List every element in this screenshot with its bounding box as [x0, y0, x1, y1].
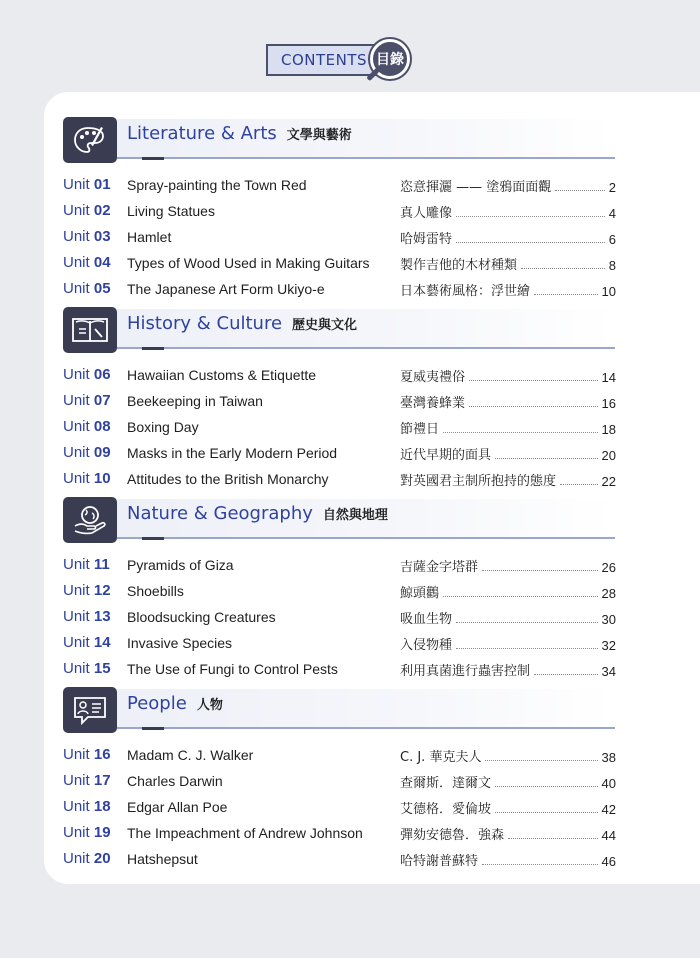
- toc-row[interactable]: [0, 363, 700, 389]
- toc-row[interactable]: [0, 415, 700, 441]
- dot-leader: [495, 457, 598, 459]
- toc-row[interactable]: [0, 769, 700, 795]
- unit-title-en: Bloodsucking Creatures: [127, 609, 276, 625]
- toc-row[interactable]: [0, 821, 700, 847]
- unit-title-en: Edgar Allan Poe: [127, 799, 228, 815]
- dot-leader: [482, 569, 598, 571]
- unit-label: Unit 09: [63, 444, 111, 461]
- header-rule: [117, 157, 615, 159]
- unit-label: Unit 07: [63, 392, 111, 409]
- unit-title-en: Invasive Species: [127, 635, 233, 651]
- dot-leader: [534, 673, 598, 675]
- dot-leader: [555, 189, 605, 191]
- toc-row[interactable]: [0, 441, 700, 467]
- palette-icon: [63, 117, 117, 163]
- toc-row[interactable]: [0, 795, 700, 821]
- unit-list: [0, 743, 700, 873]
- unit-title-en: The Impeachment of Andrew Johnson: [127, 825, 363, 841]
- page-number: 20: [601, 448, 616, 463]
- toc-row[interactable]: [0, 579, 700, 605]
- unit-title-en: Hamlet: [127, 229, 172, 245]
- page-number: 40: [601, 776, 616, 791]
- toc-row[interactable]: [0, 743, 700, 769]
- page-number: 30: [601, 612, 616, 627]
- page-number: 32: [601, 638, 616, 653]
- page-number: 16: [601, 396, 616, 411]
- dot-leader: [456, 647, 598, 649]
- unit-title-zh: 節禮日: [400, 422, 440, 437]
- toc-row[interactable]: [0, 277, 700, 303]
- unit-label: Unit 14: [63, 634, 111, 651]
- section-header: [0, 497, 700, 547]
- unit-title-en: Madam C. J. Walker: [127, 747, 254, 763]
- unit-title-en: Hawaiian Customs & Etiquette: [127, 367, 317, 383]
- unit-label: Unit 20: [63, 850, 111, 867]
- unit-title-en: Beekeeping in Taiwan: [127, 393, 263, 409]
- unit-title-zh: 鯨頭鸛: [400, 586, 440, 601]
- unit-title-en: Types of Wood Used in Making Guitars: [127, 255, 370, 271]
- toc-row[interactable]: [0, 389, 700, 415]
- section-title-zh: 文學與藝術: [286, 128, 352, 143]
- unit-label: Unit 19: [63, 824, 111, 841]
- unit-title-zh: 吉薩金字塔群: [400, 560, 479, 575]
- unit-title-zh: 恣意揮灑 —— 塗鴉面面觀: [400, 180, 552, 195]
- unit-list: [0, 553, 700, 683]
- unit-title-zh: 利用真菌進行蟲害控制: [400, 664, 531, 679]
- page-number: 42: [601, 802, 616, 817]
- globe-hand-icon: [63, 497, 117, 543]
- page-number: 46: [601, 854, 616, 869]
- page-number: 4: [608, 206, 616, 221]
- dot-leader: [495, 811, 598, 813]
- section-header: [0, 117, 700, 167]
- unit-title-zh: 近代早期的面具: [400, 448, 492, 463]
- unit-label: Unit 18: [63, 798, 111, 815]
- toc-row[interactable]: [0, 631, 700, 657]
- dot-leader: [469, 379, 598, 381]
- toc-row[interactable]: [0, 553, 700, 579]
- unit-label: Unit 11: [63, 556, 110, 573]
- unit-title-en: Spray-painting the Town Red: [127, 177, 307, 193]
- dot-leader: [443, 431, 598, 433]
- page-number: 8: [608, 258, 616, 273]
- page-number: 26: [601, 560, 616, 575]
- dot-leader: [521, 267, 605, 269]
- unit-title-en: Attitudes to the British Monarchy: [127, 471, 329, 487]
- unit-label: Unit 08: [63, 418, 111, 435]
- header-rule: [117, 347, 615, 349]
- dot-leader: [456, 215, 605, 217]
- unit-title-en: Boxing Day: [127, 419, 199, 435]
- section-title-zh: 人物: [196, 698, 223, 713]
- dot-leader: [456, 621, 598, 623]
- page-number: 22: [601, 474, 616, 489]
- section-title: People 人物: [127, 693, 223, 714]
- unit-title-zh: C. J. 華克夫人: [400, 750, 482, 765]
- dot-leader: [508, 837, 598, 839]
- unit-title-zh: 真人雕像: [400, 206, 453, 221]
- unit-title-zh: 查爾斯．達爾文: [400, 776, 492, 791]
- section-title-zh: 歷史與文化: [292, 318, 358, 333]
- unit-label: Unit 16: [63, 746, 111, 763]
- unit-list: [0, 173, 700, 303]
- contents-zh-label: 目錄: [376, 52, 404, 68]
- unit-title-zh: 入侵物種: [400, 638, 453, 653]
- page-number: 34: [601, 664, 616, 679]
- toc-row[interactable]: [0, 173, 700, 199]
- toc-row[interactable]: [0, 199, 700, 225]
- toc-row[interactable]: [0, 225, 700, 251]
- section-header: [0, 307, 700, 357]
- section-header: [0, 687, 700, 737]
- unit-title-zh: 對英國君主制所抱持的態度: [400, 474, 557, 489]
- unit-title-zh: 製作吉他的木材種類: [400, 258, 518, 273]
- toc-row[interactable]: [0, 657, 700, 683]
- unit-label: Unit 15: [63, 660, 111, 677]
- page-number: 10: [601, 284, 616, 299]
- unit-title-zh: 日本藝術風格：浮世繪: [400, 284, 531, 299]
- toc-row[interactable]: [0, 467, 700, 493]
- dot-leader: [456, 241, 605, 243]
- unit-label: Unit 02: [63, 202, 111, 219]
- toc-row[interactable]: [0, 605, 700, 631]
- unit-label: Unit 12: [63, 582, 111, 599]
- contents-badge: [266, 44, 382, 76]
- unit-label: Unit 05: [63, 280, 111, 297]
- unit-title-en: The Japanese Art Form Ukiyo-e: [127, 281, 325, 297]
- unit-label: Unit 03: [63, 228, 111, 245]
- page-number: 28: [601, 586, 616, 601]
- section-title: History & Culture 歷史與文化: [127, 313, 358, 334]
- unit-title-zh: 夏威夷禮俗: [400, 370, 466, 385]
- unit-title-en: Pyramids of Giza: [127, 557, 234, 573]
- unit-label: Unit 10: [63, 470, 111, 487]
- dot-leader: [469, 405, 598, 407]
- unit-label: Unit 06: [63, 366, 111, 383]
- unit-label: Unit 01: [63, 176, 111, 193]
- page-number: 14: [601, 370, 616, 385]
- dot-leader: [482, 863, 598, 865]
- unit-title-zh: 哈特謝普蘇特: [400, 854, 479, 869]
- unit-title-zh: 哈姆雷特: [400, 232, 453, 247]
- unit-list: [0, 363, 700, 493]
- profile-card-icon: [63, 687, 117, 733]
- unit-title-en: Shoebills: [127, 583, 184, 599]
- section-title-zh: 自然與地理: [322, 508, 388, 523]
- unit-label: Unit 17: [63, 772, 111, 789]
- unit-title-en: Masks in the Early Modern Period: [127, 445, 338, 461]
- dot-leader: [443, 595, 598, 597]
- section-title: Nature & Geography 自然與地理: [127, 503, 388, 524]
- dot-leader: [485, 759, 597, 761]
- open-book-icon: [63, 307, 117, 353]
- unit-title-zh: 彈劾安德魯．強森: [400, 828, 505, 843]
- unit-title-en: Living Statues: [127, 203, 215, 219]
- page-number: 44: [601, 828, 616, 843]
- unit-title-en: Charles Darwin: [127, 773, 223, 789]
- page-number: 2: [608, 180, 616, 195]
- section-title: Literature & Arts 文學與藝術: [127, 123, 352, 144]
- unit-title-zh: 艾德格．愛倫坡: [400, 802, 492, 817]
- dot-leader: [495, 785, 598, 787]
- page-number: 6: [608, 232, 616, 247]
- toc-row[interactable]: [0, 251, 700, 277]
- contents-label: CONTENTS: [280, 51, 368, 69]
- unit-label: Unit 04: [63, 254, 111, 271]
- unit-title-en: The Use of Fungi to Control Pests: [127, 661, 338, 677]
- unit-label: Unit 13: [63, 608, 111, 625]
- page-number: 18: [601, 422, 616, 437]
- toc-row[interactable]: [0, 847, 700, 873]
- unit-title-zh: 吸血生物: [400, 612, 453, 627]
- magnifier-icon: [370, 39, 414, 83]
- dot-leader: [560, 483, 598, 485]
- header-rule: [117, 727, 615, 729]
- unit-title-zh: 臺灣養蜂業: [400, 396, 466, 411]
- header-rule: [117, 537, 615, 539]
- dot-leader: [534, 293, 598, 295]
- page-number: 38: [601, 750, 616, 765]
- unit-title-en: Hatshepsut: [127, 851, 198, 867]
